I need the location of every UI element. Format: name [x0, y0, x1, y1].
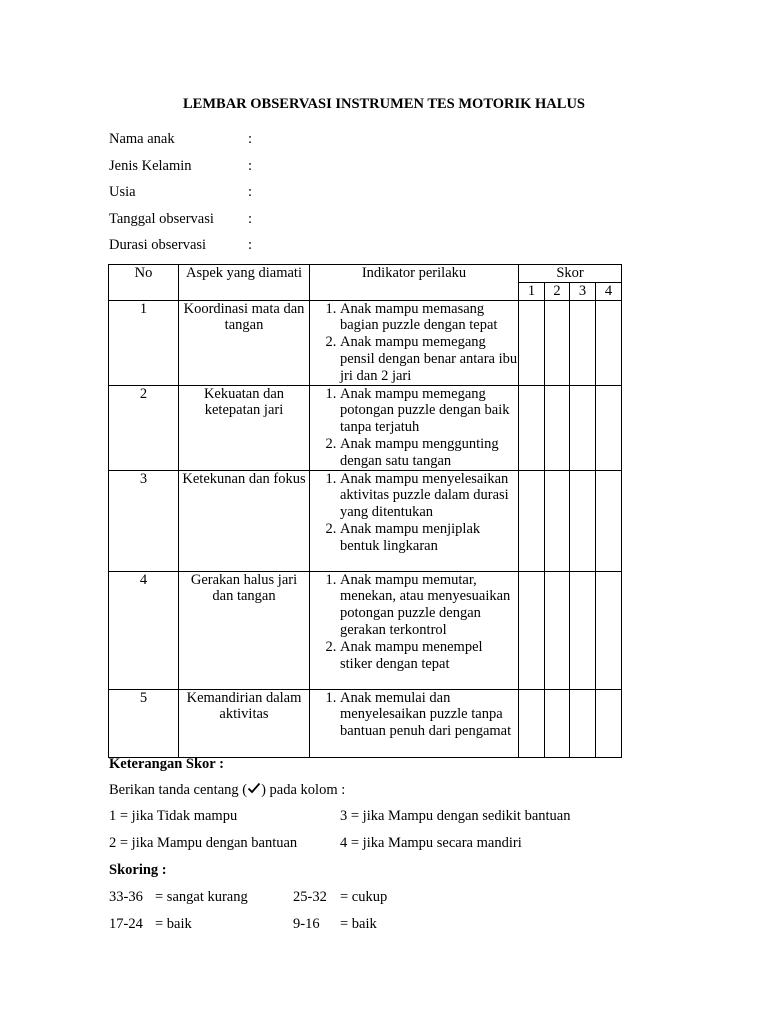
field-nama-anak: [109, 129, 252, 149]
row-indikator: [310, 470, 519, 571]
score-cell[interactable]: [545, 689, 570, 757]
keterangan-item: 1 = jika Tidak mampu: [109, 808, 238, 824]
skoring-label: = sangat kurang: [155, 889, 248, 905]
header-score-4: 4: [596, 282, 622, 300]
score-cell[interactable]: [519, 470, 545, 571]
field-label: Durasi observasi: [109, 237, 207, 253]
score-cell[interactable]: [519, 571, 545, 689]
table-row: [109, 300, 622, 385]
field-colon: :: [248, 131, 253, 147]
field-label: Tanggal observasi: [109, 211, 214, 227]
table-header-row: [109, 265, 622, 283]
table-row: [109, 571, 622, 689]
header-no: No: [109, 265, 179, 301]
skoring-range: 25-32: [293, 889, 327, 905]
indikator-item: 1. Anak memulai dan menyelesaikan puzzle tanpa bantuan penuh dari pengamat: [340, 690, 518, 740]
header-skor: Skor: [519, 265, 622, 283]
score-cell[interactable]: [519, 689, 545, 757]
field-colon: :: [248, 184, 253, 200]
keterangan-item: 3 = jika Mampu dengan sedikit bantuan: [340, 808, 571, 824]
keterangan-instruction: [109, 780, 345, 800]
header-score-1: 1: [519, 282, 545, 300]
checkmark-icon: [247, 781, 261, 795]
row-aspek: Kekuatan dan ketepatan jari: [179, 385, 310, 470]
header-aspek: Aspek yang diamati: [179, 265, 310, 301]
instruction-text-after: ) pada kolom :: [261, 782, 346, 798]
indikator-item: 1. Anak mampu memasang bagian puzzle dengan tepat: [340, 301, 518, 335]
observation-table: [108, 264, 622, 758]
score-cell[interactable]: [596, 470, 622, 571]
table-row: [109, 470, 622, 571]
skoring-label: = baik: [155, 916, 192, 932]
row-no: 5: [109, 689, 179, 757]
skoring-heading: Skoring :: [109, 862, 167, 878]
indikator-item: 2. Anak mampu menggunting dengan satu tangan: [340, 436, 518, 470]
field-colon: :: [248, 158, 253, 174]
score-cell[interactable]: [519, 300, 545, 385]
indikator-item: 2. Anak mampu memegang pensil dengan benar antara ibu jri dan 2 jari: [340, 334, 518, 384]
score-cell[interactable]: [570, 689, 596, 757]
field-label: Nama anak: [109, 131, 175, 147]
instruction-text-before: Berikan tanda centang (: [109, 782, 248, 798]
row-no: 2: [109, 385, 179, 470]
row-aspek: Kemandirian dalam aktivitas: [179, 689, 310, 757]
score-cell[interactable]: [596, 571, 622, 689]
field-durasi-observasi: [109, 235, 252, 255]
header-score-3: 3: [570, 282, 596, 300]
skoring-range: 9-16: [293, 916, 320, 932]
page-title: LEMBAR OBSERVASI INSTRUMEN TES MOTORIK HALUS: [183, 96, 585, 112]
score-cell[interactable]: [570, 385, 596, 470]
indikator-item: 1. Anak mampu memutar, menekan, atau menyesuaikan potongan puzzle dengan gerakan terkontrol: [340, 572, 518, 639]
skoring-range: 17-24: [109, 916, 143, 932]
score-cell[interactable]: [519, 385, 545, 470]
field-tanggal-observasi: [109, 209, 252, 229]
skoring-label: = baik: [340, 916, 377, 932]
keterangan-item: 2 = jika Mampu dengan bantuan: [109, 835, 298, 851]
row-no: 4: [109, 571, 179, 689]
indikator-item: 2. Anak mampu menjiplak bentuk lingkaran: [340, 521, 518, 555]
score-cell[interactable]: [596, 385, 622, 470]
field-label: Jenis Kelamin: [109, 158, 192, 174]
score-cell[interactable]: [570, 571, 596, 689]
skoring-range: 33-36: [109, 889, 143, 905]
score-cell[interactable]: [545, 571, 570, 689]
score-cell[interactable]: [570, 470, 596, 571]
header-score-2: 2: [545, 282, 570, 300]
header-indikator: Indikator perilaku: [310, 265, 519, 301]
field-jenis-kelamin: [109, 156, 252, 176]
row-aspek: Koordinasi mata dan tangan: [179, 300, 310, 385]
score-cell[interactable]: [545, 470, 570, 571]
field-colon: :: [248, 211, 253, 227]
row-no: 3: [109, 470, 179, 571]
field-usia: [109, 182, 252, 202]
keterangan-heading: Keterangan Skor :: [109, 756, 224, 772]
field-label: Usia: [109, 184, 136, 200]
row-aspek: Ketekunan dan fokus: [179, 470, 310, 571]
field-colon: :: [248, 237, 253, 253]
table-row: [109, 689, 622, 757]
row-aspek: Gerakan halus jari dan tangan: [179, 571, 310, 689]
row-indikator: [310, 300, 519, 385]
indikator-item: 1. Anak mampu memegang potongan puzzle dengan baik tanpa terjatuh: [340, 386, 518, 436]
indikator-item: 1. Anak mampu menyelesaikan aktivitas puzzle dalam durasi yang ditentukan: [340, 471, 518, 521]
row-indikator: [310, 689, 519, 757]
score-cell[interactable]: [596, 300, 622, 385]
table-row: [109, 385, 622, 470]
score-cell[interactable]: [545, 300, 570, 385]
keterangan-item: 4 = jika Mampu secara mandiri: [340, 835, 522, 851]
score-cell[interactable]: [570, 300, 596, 385]
score-cell[interactable]: [545, 385, 570, 470]
skoring-label: = cukup: [340, 889, 388, 905]
score-cell[interactable]: [596, 689, 622, 757]
row-indikator: [310, 571, 519, 689]
indikator-item: 2. Anak mampu menempel stiker dengan tepat: [340, 639, 518, 673]
row-indikator: [310, 385, 519, 470]
row-no: 1: [109, 300, 179, 385]
